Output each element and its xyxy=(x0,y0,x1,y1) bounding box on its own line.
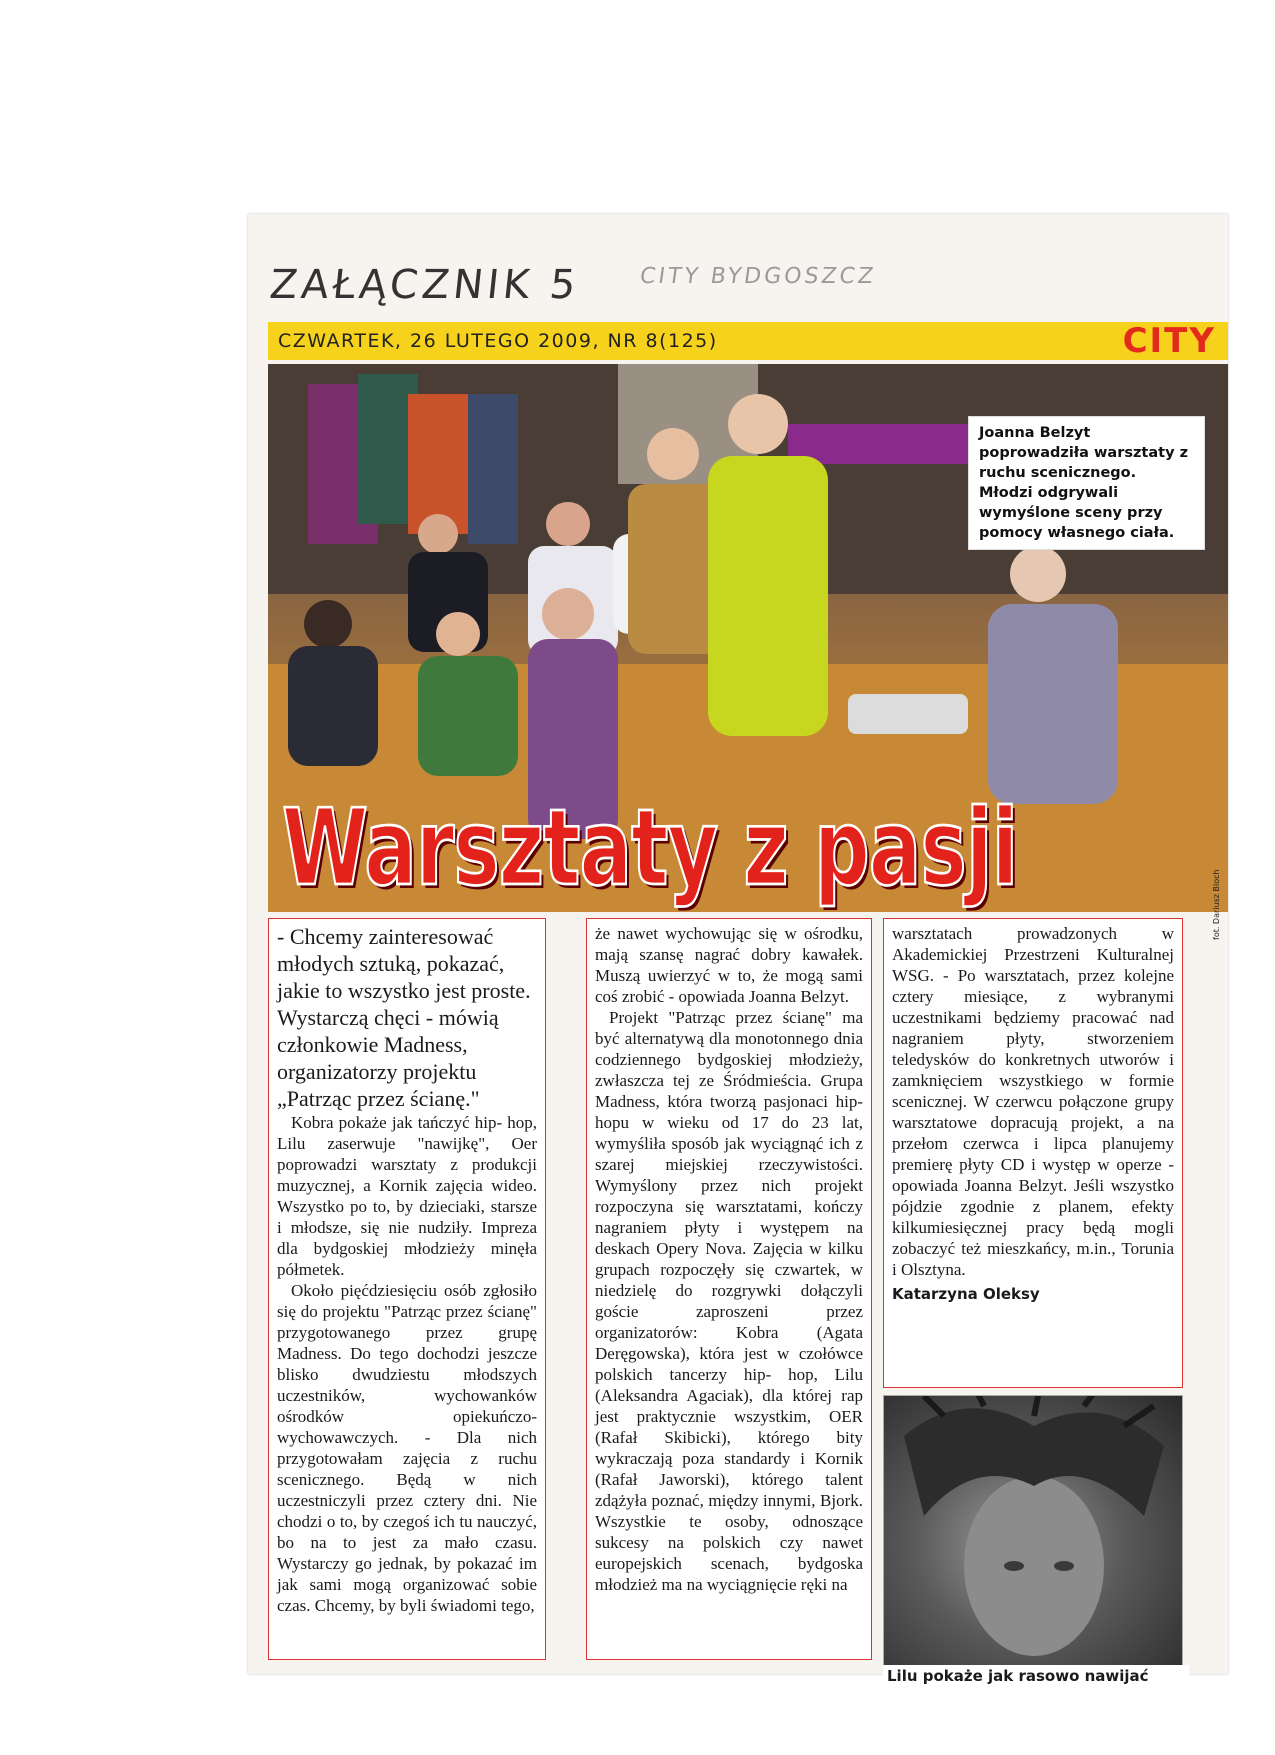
lilu-portrait-illustration xyxy=(884,1396,1182,1666)
issue-date: CZWARTEK, 26 LUTEGO 2009, NR 8(125) xyxy=(278,330,718,352)
author-signature: Katarzyna Oleksy xyxy=(892,1285,1040,1303)
date-band xyxy=(268,322,1228,360)
article-lead: - Chcemy zainteresować młodych sztuką, pokazać, jakie to wszystko jest proste. Wystarczą chęci - mówią członkowie Madness, organizatorzy projektu „Patrząc przez ścianę." xyxy=(277,924,531,1111)
paragraph: warsztatach prowadzonych w Akademickiej Przestrzeni Kulturalnej WSG. - Po warsztatach, przez kolejne cztery miesiące, z wybranymi uczestnikami będziemy pracować nad nagraniem płyty, stworzeniem teledysków do konkretnych utworów i zamknięciem wszystkiego w formie scenicznej. W czerwcu połączone grupy warsztatowe dopracują projekt, a na przełom czerwca i lipca planujemy premierę płyty CD i występ w operze - opowiada Joanna Belzyt. Jeśli wszystko pójdzie zgodnie z planem, efekty kilkumiesięcznej pracy będą mogli zobaczyć też mieszkańcy, m.in., Torunia i Olsztyna. xyxy=(892,924,1174,1279)
paragraph: że nawet wychowując się w ośrodku, mają szansę nagrać dobry kawałek. Muszą uwierzyć w to, że mogą sami coś zrobić - opowiada Joanna Belzyt. xyxy=(595,924,863,1006)
lilu-photo xyxy=(883,1395,1183,1667)
article-headline: Warsztaty z pasji xyxy=(282,788,1018,910)
photo-credit: fot. Dariusz Bloch xyxy=(1212,869,1221,940)
paragraph: Projekt "Patrząc przez ścianę" ma być alternatywą dla monotonnego dnia codziennego bydgoskiej młodzieży, zwłaszcza tej ze Śródmieścia. Grupa Madness, która tworzą pasjonaci hip- hopu w wieku od 17 do 23 lat, wymyśliła sposób jak wyciągnąć ich z szarej miejskiej rzeczywistości. Wymyślony przez nich projekt rozpoczyna się warsztatami, kończy nagraniem płyty i występem na deskach Opery Nova. Zajęcia w kilku grupach rozpoczęły się czwartek, w niedzielę do rozgrywki dołączyli goście zaproszeni przez organizatorów: Kobra (Agata Deręgowska), która jest w czołówce polskich tancerzy hip- hop, Lilu (Aleksandra Agaciak), dla której rap jest praktycznie wszystkim, OER (Rafał Skibicki), którego bity wykraczają poza standardy i Kornik (Rafał Jaworski), którego talent zdążyła poznać, między innymi, Bjork. Wszystkie te osoby, odnoszące sukcesy na polskich czy nawet europejskich scenach, bydgoska młodzież ma na wyciągnięcie ręki na xyxy=(595,1008,863,1594)
newspaper-brand: CITY xyxy=(1122,321,1216,361)
lilu-photo-caption: Lilu pokaże jak rasowo nawijać xyxy=(883,1665,1189,1688)
photo-caption: Joanna Belzyt poprowadziła warsztaty z ruchu scenicznego. Młodzi odgrywali wymyślone sceny przy pomocy własnego ciała. xyxy=(968,416,1205,550)
article-column-2 xyxy=(586,918,872,1660)
article-column-1 xyxy=(268,918,546,1660)
article-column-3 xyxy=(883,918,1183,1388)
handwritten-city-note: CITY BYDGOSZCZ xyxy=(638,264,878,289)
paragraph: Około pięćdziesięciu osób zgłosiło się do projektu "Patrząc przez ścianę" przygotowanego przez grupę Madness. Do tego dochodzi jeszcze blisko dwudziestu młodszych uczestników, wychowanków ośrodków opiekuńczo- wychowawczych. - Dla nich przygotowałam zajęcia z ruchu scenicznego. Będą w nich uczestniczyli przez cztery dni. Nie chodzi o to, by czegoś ich tu nauczyć, bo na to jest za mało czasu. Wystarczy go jednak, by pokazać im jak sami mogą organizować sobie czas. Chcemy, by byli świadomi tego, xyxy=(277,1281,537,1615)
paragraph: Kobra pokaże jak tańczyć hip- hop, Lilu zaserwuje "nawijkę", Oer poprowadzi warsztaty z produkcji muzycznej, a Kornik zajęcia wideo. Wszystko po to, by dzieciaki, starsze i młodsze, się nie nudziły. Impreza dla bydgoskiej młodzieży minęła półmetek. xyxy=(277,1113,537,1279)
handwritten-annotation: ZAŁĄCZNIK 5 xyxy=(267,262,582,308)
